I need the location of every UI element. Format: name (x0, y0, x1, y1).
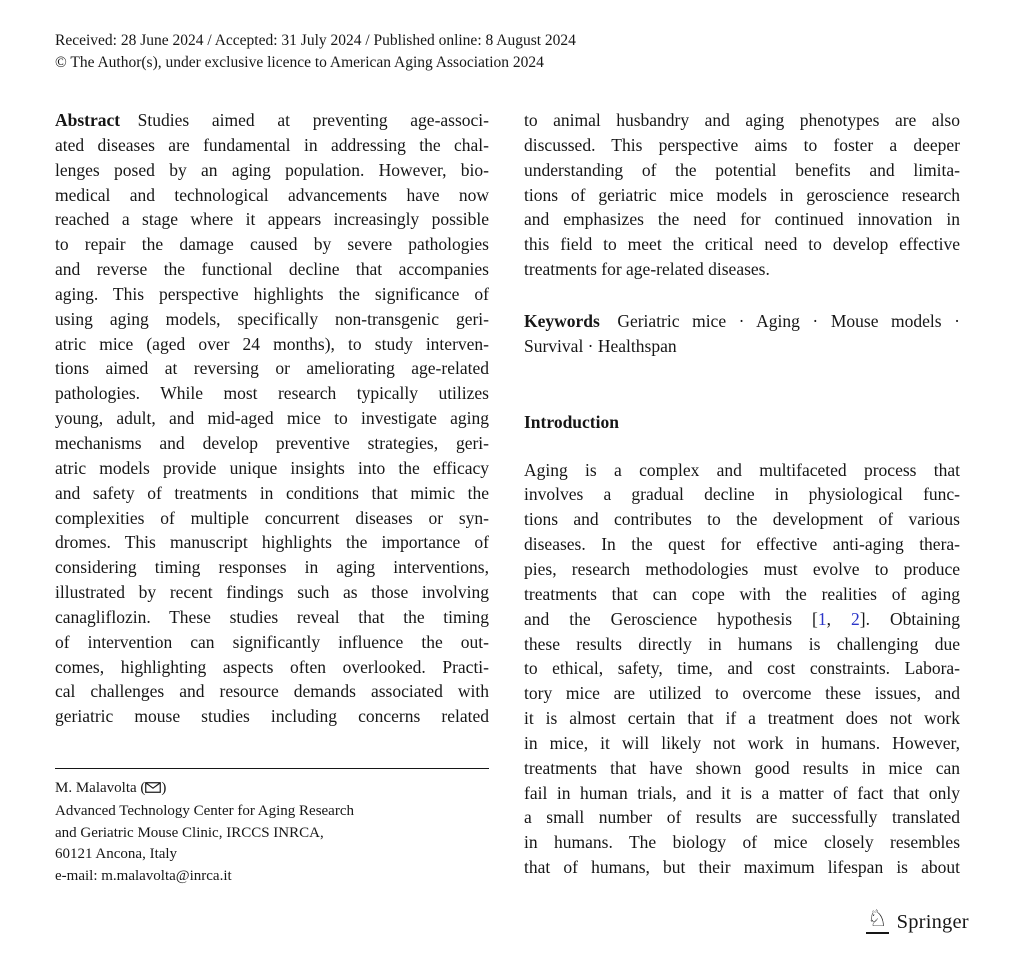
left-column (55, 108, 489, 729)
text-line: this field to meet the critical need to develop effective (524, 234, 960, 255)
text-line: fail in human trials, and it is a matter of fact that only (524, 782, 960, 803)
introduction-paragraph (524, 458, 960, 880)
abstract-paragraph-left (55, 108, 489, 729)
text-line: atric mice (aged over 24 months), to study interven- (55, 333, 489, 354)
text-line: involves a gradual decline in physiological func- (524, 484, 960, 505)
text-line: understanding of the potential benefits and limita- (524, 159, 960, 180)
publisher-name: Springer (896, 911, 969, 933)
text-line: mechanisms and develop preventive strategies, geri- (55, 432, 489, 453)
text-line: treatments for age-related diseases. (524, 259, 770, 280)
citation-link[interactable]: 2 (851, 608, 860, 629)
text-line: illustrated by recent findings such as those involving (55, 582, 489, 603)
text-line: pies, research methodologies must evolve to produce (524, 558, 960, 579)
springer-knight-icon: ♘ (867, 906, 888, 932)
text-line: reached a stage where it appears increasingly possible (55, 209, 489, 230)
text-line: Survival · Healthspan (524, 335, 677, 356)
text-line: in mice, it will likely not work in humans. However, (524, 732, 960, 753)
text-line: and safety of treatments in conditions that mimic the (55, 482, 489, 503)
text-line: it is almost certain that if a treatment does not work (524, 708, 960, 729)
text-line: complexities of multiple concurrent diseases or syn- (55, 507, 489, 528)
article-header (55, 30, 576, 73)
text-line: treatments that can cope with the realities of aging (524, 583, 960, 604)
keywords-block (524, 309, 960, 359)
text-line: these results directly in humans is challenging due (524, 633, 960, 654)
text-line: and reverse the functional decline that accompanies (55, 259, 489, 280)
text-line: Keywords Geriatric mice · Aging · Mouse models · (524, 310, 960, 331)
text-line: that of humans, but their maximum lifespan is about (524, 857, 960, 878)
text-line: 60121 Ancona, Italy (55, 846, 178, 863)
text-line: to animal husbandry and aging phenotypes are also (524, 110, 960, 130)
copyright-line: © The Author(s), under exclusive licence to American Aging Association 2024 (55, 53, 544, 71)
received-accepted-published-line: Received: 28 June 2024 / Accepted: 31 July 2024 / Published online: 8 August 2024 (55, 32, 576, 49)
correspondence-footnote (55, 768, 489, 888)
text-line: tory mice are utilized to overcome these issues, and (524, 683, 960, 704)
text-line: to repair the damage caused by severe pathologies (55, 234, 489, 255)
text-line: geriatric mouse studies including concerns related (55, 706, 489, 727)
text-line: and the Geroscience hypothesis [1, 2]. Obtaining (524, 608, 961, 629)
envelope-icon (145, 779, 161, 801)
text-line: pathologies. While most research typically utilizes (55, 383, 489, 404)
text-line: diseases. In the quest for effective anti-aging thera- (524, 534, 960, 555)
text-line: and emphasizes the need for continued innovation in (524, 209, 960, 230)
text-line: canagliflozin. These studies reveal that the timing (55, 606, 489, 627)
text-line: comes, highlighting aspects often overlooked. Practi- (55, 656, 489, 677)
text-line: lenges posed by an aging population. However, bio- (55, 159, 489, 180)
right-column (524, 108, 960, 880)
text-line: cal challenges and resource demands associated with (55, 681, 489, 702)
affiliation-block (55, 801, 489, 888)
text-line: young, adult, and mid-aged mice to investigate aging (55, 408, 489, 429)
text-line: and Geriatric Mouse Clinic, IRCCS INRCA, (55, 824, 324, 841)
text-line: e-mail: m.malavolta@inrca.it (55, 868, 232, 885)
abstract-paragraph-continued (524, 108, 960, 282)
text-line: Advanced Technology Center for Aging Research (55, 802, 354, 819)
text-line: Abstract Studies aimed at preventing age-associ- (55, 110, 489, 130)
text-line: in humans. The biology of mice closely resembles (524, 832, 960, 853)
text-line: tions of geriatric mice models in geroscience research (524, 184, 960, 205)
text-line: ated diseases are fundamental in addressing the chal- (55, 134, 489, 155)
text-line: dromes. This manuscript highlights the importance of (55, 532, 489, 553)
text-line: discussed. This perspective aims to foster a deeper (524, 134, 960, 155)
author-name-close: ) (161, 780, 167, 796)
text-line: tions aimed at reversing or ameliorating age-related (55, 358, 489, 379)
text-line: using aging models, specifically non-transgenic geri- (55, 308, 489, 329)
author-name: M. Malavolta ( (55, 780, 146, 796)
springer-logo (866, 908, 969, 934)
text-line: considering timing responses in aging interventions, (55, 557, 489, 578)
text-line: tions and contributes to the development of various (524, 509, 960, 530)
introduction-heading: Introduction (524, 411, 619, 432)
citation-link[interactable]: 1 (817, 608, 827, 629)
text-line: a small number of results are successfully translated (524, 807, 960, 828)
text-line: treatments that have shown good results in mice can (524, 757, 960, 778)
text-line: to ethical, safety, time, and cost constraints. Labora- (524, 658, 960, 679)
text-line: aging. This perspective highlights the significance of (55, 283, 489, 304)
text-line: medical and technological advancements have now (55, 184, 489, 205)
corresponding-author-line (55, 778, 489, 801)
text-line: of intervention can significantly influence the out- (55, 631, 489, 652)
text-line: Aging is a complex and multifaceted process that (524, 459, 960, 480)
text-line: atric models provide unique insights into the efficacy (55, 457, 489, 478)
